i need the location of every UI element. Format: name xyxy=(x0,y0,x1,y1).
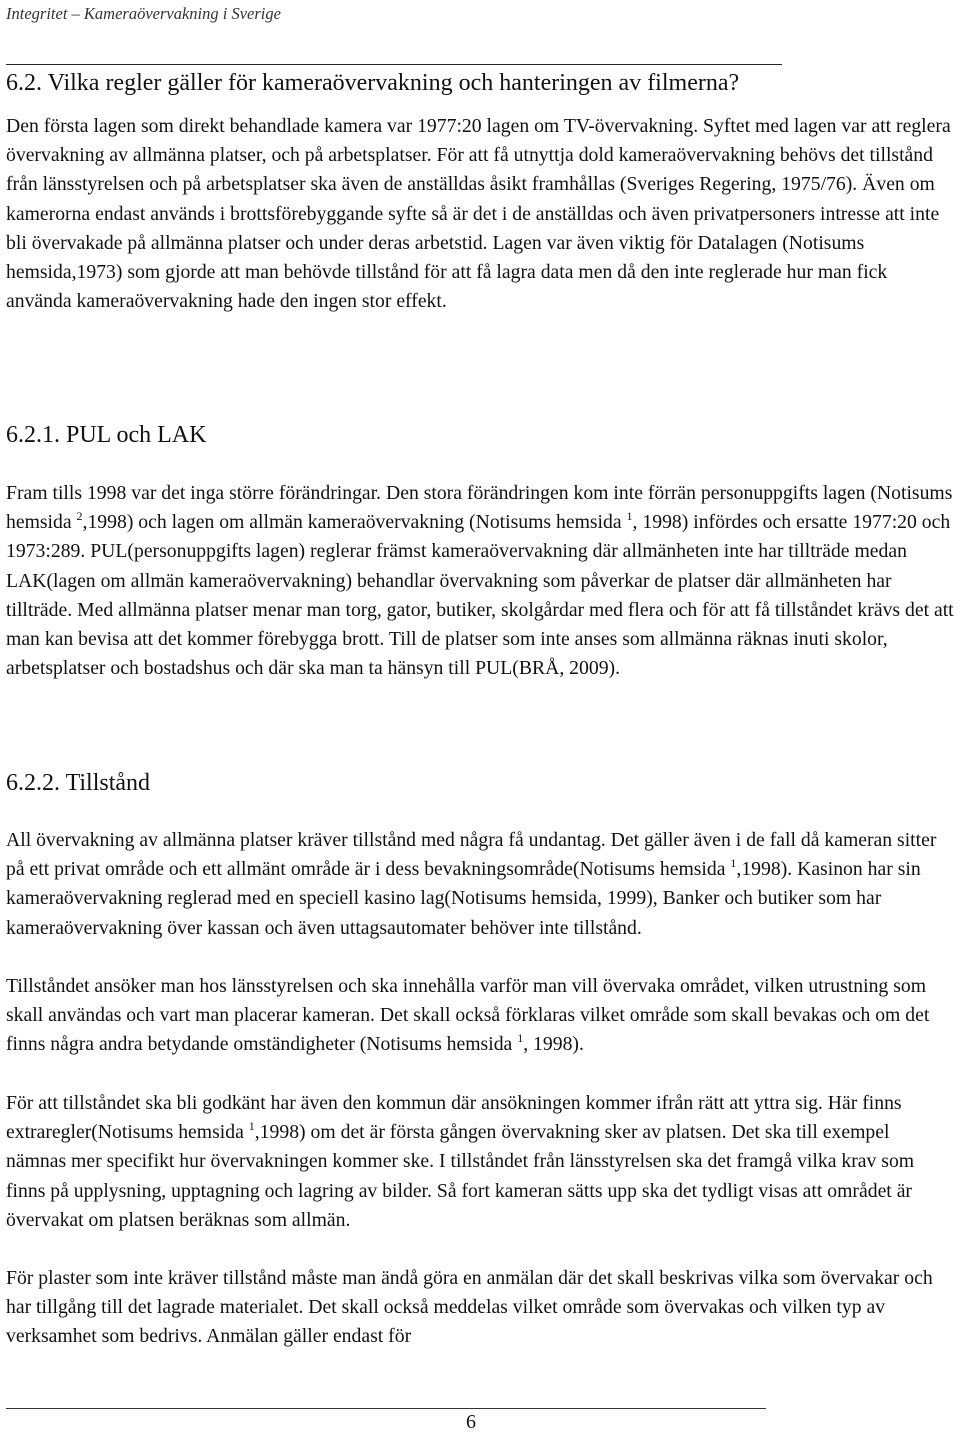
tillstand-paragraph-4: För plaster som inte kräver tillstånd måste man ändå göra en anmälan där det skall beskrivas vilka som övervakar och har tillgång till det lagrade materialet. Det skall också meddelas vilket område som övervakas och vilken typ av verksamhet som bedrivs. Anmälan gäller endast för xyxy=(6,1267,933,1348)
tillstand-p1-text-1: All övervakning av allmänna platser kräver tillstånd med några få undantag. Det gäller även i de fall då kameran sitter på ett privat område och ett allmänt område är i dess bevakningsområde(Notisums hemsida xyxy=(6,829,937,881)
footnote-marker: 2 xyxy=(76,509,83,524)
tillstand-p3-text-1: För att tillståndet ska bli godkänt har även den kommun där ansökningen kommer ifrån rätt att yttra sig. Här finns extraregler(Notisums hemsida xyxy=(6,1092,902,1144)
subsection-title-pul-lak: 6.2.1. PUL och LAK xyxy=(6,422,207,448)
pul-lak-text-3: , 1998) infördes och ersatte 1977:20 och 1973:289. PUL(personuppgifts lagen) reglerar främst kameraövervakning där allmänheten inte har tillträde medan LAK(lagen om allmän kameraövervakning) behandlar övervakning som påverkar de platser där allmänheten har tillträde. Med allmänna platser menar man torg, gator, butiker, skolgårdar med flera och för att få tillståndet krävs det att man kan bevisa att det kommer förebygga brott. Till de platser som inte anses som allmänna räknas inuti skolor, arbetsplatser och bostadshus och där ska man ta hänsyn till PUL(BRÅ, 2009). xyxy=(6,511,954,680)
tillstand-paragraph-1 xyxy=(6,826,954,943)
intro-paragraph: Den första lagen som direkt behandlade kamera var 1977:20 lagen om TV-övervakning. Syftet med lagen var att reglera övervakning av allmänna platser, och på arbetsplatser. För att få utnyttja dold kameraövervakning behövs det tillstånd från länsstyrelsen och på arbetsplatser ska även de anställdas åsikt framhållas (Sveriges Regering, 1975/76). Även om kamerorna endast används i brottsförebyggande syfte så är det i de anställdas och även privatpersoners intresse att inte bli övervakade på allmänna platser och under deras arbetstid. Lagen var även viktig för Datalagen (Notisums hemsida,1973) som gjorde att man behövde tillstånd för att få lagra data men då den inte reglerade hur man fick använda kameraövervakning hade den ingen stor effekt. xyxy=(6,115,951,313)
tillstand-paragraph-2 xyxy=(6,972,954,1060)
header-rule xyxy=(6,64,782,65)
section-title: 6.2. Vilka regler gäller för kameraövervakning och hanteringen av filmerna? xyxy=(6,70,740,96)
page-number: 6 xyxy=(466,1411,476,1433)
tillstand-p3-text-2: ,1998) om det är första gången övervakning sker av platsen. Det ska till exempel nämnas mer specifikt hur övervakningen kommer ske. I tillståndet från länsstyrelsen ska det framgå vilka krav som finns på upplysning, upptagning och lagring av bilder. Så fort kameran sätts upp ska det tydligt visas att området är övervakat om platsen beräknas som allmän. xyxy=(6,1121,915,1231)
footer-rule xyxy=(6,1408,766,1409)
running-header: Integritet – Kameraövervakning i Sverige xyxy=(6,4,281,23)
subsection-title-tillstand: 6.2.2. Tillstånd xyxy=(6,770,151,796)
pul-lak-text-1: Fram tills 1998 var det inga större förändringar. Den stora förändringen kom inte förrän personuppgifts lagen (Notisums hemsida xyxy=(6,482,953,534)
footnote-marker: 1 xyxy=(626,509,633,524)
footnote-marker: 1 xyxy=(730,856,737,871)
footnote-marker: 1 xyxy=(517,1031,524,1046)
document-page xyxy=(6,0,954,1434)
footnote-marker: 1 xyxy=(248,1119,255,1134)
tillstand-paragraph-3 xyxy=(6,1089,954,1235)
pul-lak-paragraph xyxy=(6,479,954,683)
tillstand-p2-text-2: , 1998). xyxy=(523,1033,584,1056)
pul-lak-text-2: ,1998) och lagen om allmän kameraövervakning (Notisums hemsida xyxy=(82,511,627,534)
tillstand-p1-text-2: ,1998). Kasinon har sin kameraövervakning reglerad med en speciell kasino lag(Notisums hemsida, 1999), Banker och butiker som har kameraövervakning över kassan och även uttagsautomater behöver inte tillstånd. xyxy=(6,858,921,939)
tillstand-p2-text-1: Tillståndet ansöker man hos länsstyrelsen och ska innehålla varför man vill övervaka området, vilken utrustning som skall användas och vart man placerar kameran. Det skall också förklaras vilket område som skall bevakas och om det finns några andra betydande omständigheter (Notisums hemsida xyxy=(6,975,930,1056)
